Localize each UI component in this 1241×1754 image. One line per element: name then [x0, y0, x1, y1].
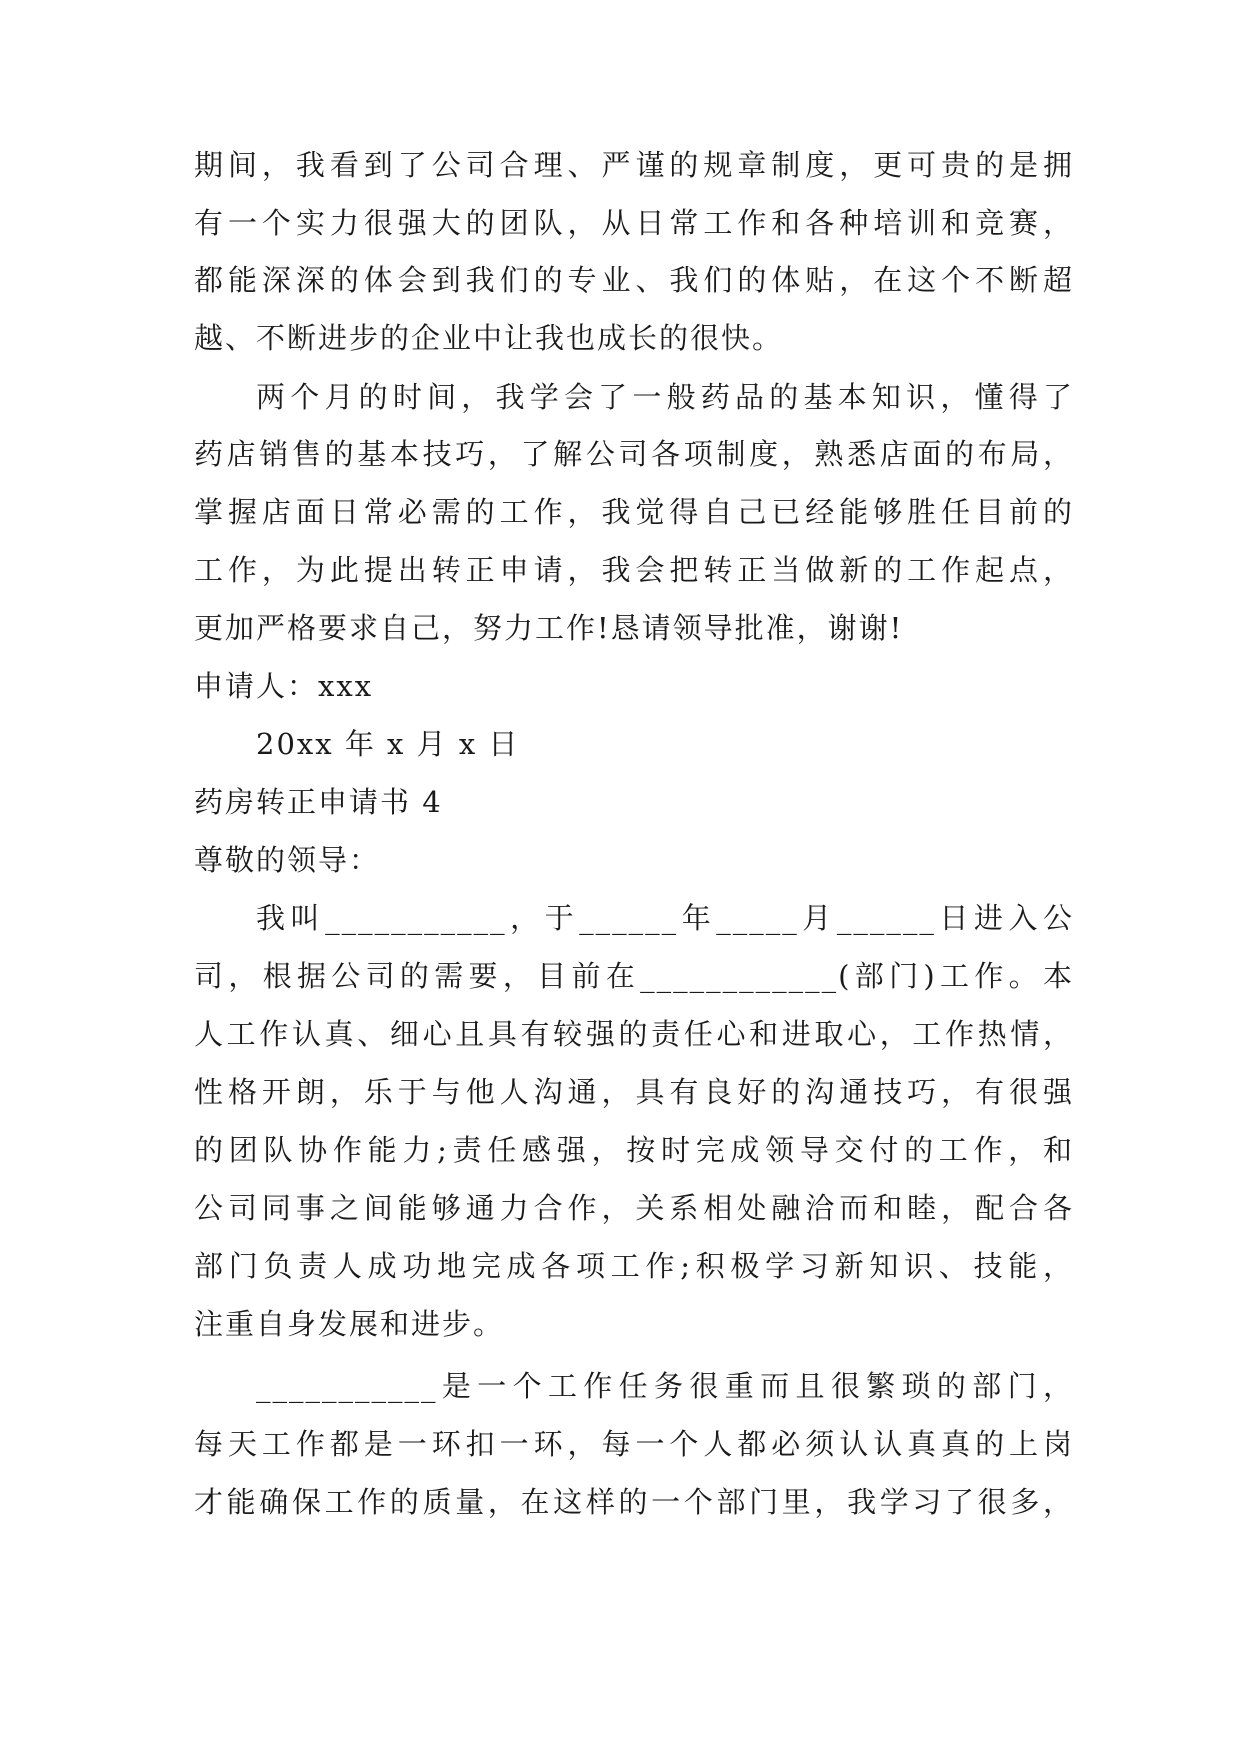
body-text-line: 注重自身发展和进步。 — [194, 1307, 505, 1341]
body-text-line: 每天工作都是一环扣一环，每一个人都必须认认真真的上岗 — [194, 1427, 1074, 1461]
paragraph-first-line: 我叫___________，于______年_____月______日进入公 — [256, 901, 1074, 935]
body-text-line: 掌握店面日常必需的工作，我觉得自己已经能够胜任目前的 — [194, 495, 1074, 529]
body-text-line: 越、不断进步的企业中让我也成长的很快。 — [194, 321, 784, 355]
body-text-line: 药店销售的基本技巧，了解公司各项制度，熟悉店面的布局， — [194, 437, 1074, 471]
body-text-line: 更加严格要求自己，努力工作!恳请领导批准，谢谢! — [194, 611, 904, 645]
body-text-line: 部门负责人成功地完成各项工作;积极学习新知识、技能， — [194, 1249, 1074, 1283]
body-text-line: 期间，我看到了公司合理、严谨的规章制度，更可贵的是拥 — [194, 148, 1074, 182]
body-text-line: 才能确保工作的质量，在这样的一个部门里，我学习了很多， — [194, 1485, 1074, 1519]
paragraph-first-line: 两个月的时间，我学会了一般药品的基本知识，懂得了 — [256, 380, 1074, 414]
body-text-line: 性格开朗，乐于与他人沟通，具有良好的沟通技巧，有很强 — [194, 1075, 1074, 1109]
body-text-line: 都能深深的体会到我们的专业、我们的体贴，在这个不断超 — [194, 263, 1074, 297]
body-text-line: 工作，为此提出转正申请，我会把转正当做新的工作起点， — [194, 553, 1074, 587]
body-text-line: 有一个实力很强大的团队，从日常工作和各种培训和竞赛， — [194, 206, 1074, 240]
paragraph-first-line: ___________是一个工作任务很重而且很繁琐的部门， — [256, 1369, 1074, 1403]
date-line: 20xx 年 x 月 x 日 — [256, 727, 520, 761]
applicant-label: 申请人：xxx — [194, 669, 374, 703]
body-text-line: 人工作认真、细心且具有较强的责任心和进取心，工作热情， — [194, 1017, 1074, 1051]
body-text-line: 公司同事之间能够通力合作，关系相处融洽而和睦，配合各 — [194, 1191, 1074, 1225]
salutation: 尊敬的领导： — [194, 843, 381, 877]
section-title: 药房转正申请书 4 — [194, 785, 443, 819]
body-text-line: 的团队协作能力;责任感强，按时完成领导交付的工作，和 — [194, 1133, 1074, 1167]
body-text-line: 司，根据公司的需要，目前在____________(部门)工作。本 — [194, 959, 1074, 993]
